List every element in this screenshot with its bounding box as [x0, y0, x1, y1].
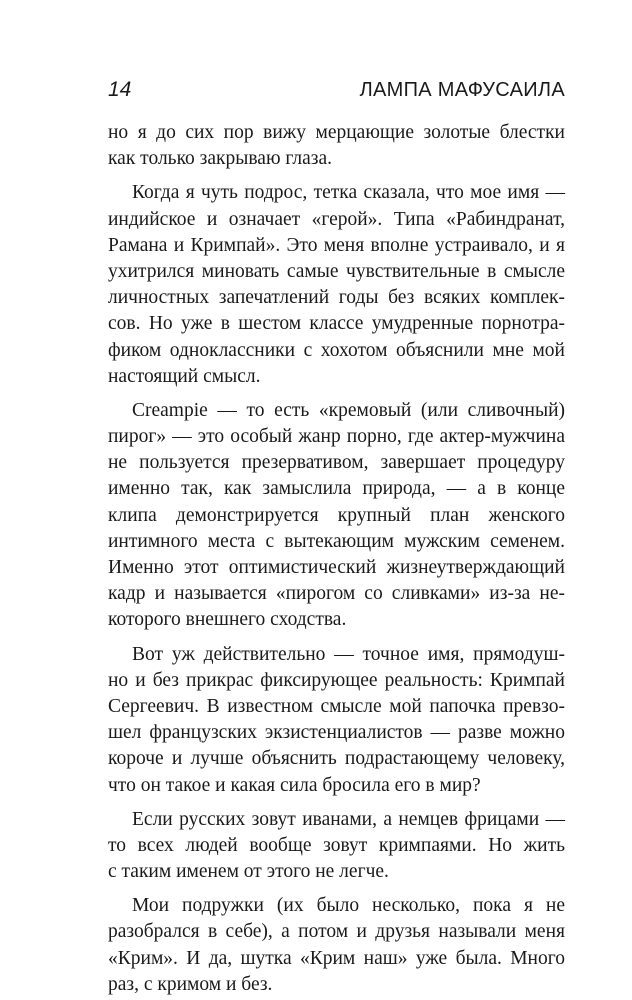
text-line: Мои подружки (их было несколько, пока я не [132, 895, 565, 917]
text-line: но и без прикрас фиксирующее реальность: Кримпай [108, 669, 565, 691]
paragraph [108, 807, 565, 886]
text-line: разобрался в себе), а потом и друзья называли меня [108, 921, 565, 943]
text-line: раз, с кримом и без. [108, 973, 273, 995]
text-line: но я до сих пор вижу мерцающие золотые блестки [108, 122, 565, 143]
text-line: короче и лучше объяснить подрастающему человеку, [108, 748, 565, 770]
text-line: что он такое и какая сила бросила его в мир? [108, 774, 481, 796]
paragraph [108, 642, 565, 799]
text-line: Именно этот оптимистический жизнеутверждающий [108, 557, 565, 578]
text-line: настоящий смысл. [108, 365, 261, 387]
paragraph [108, 180, 565, 390]
text-line: Рамана и Кримпай». Это меня вполне устраивало, и я [108, 234, 565, 256]
text-line: не пользуется презервативом, завершает процедуру [108, 452, 565, 474]
text-line: Creampie — то есть «кремовый (или сливочный) [132, 399, 565, 421]
page-number: 14 [108, 78, 132, 101]
text-line: Когда я чуть подрос, тетка сказала, что мое имя — [132, 182, 565, 204]
text-line: личностных запечатлений годы без всяких комплек- [108, 287, 565, 309]
paragraph [108, 893, 565, 998]
running-header [108, 76, 565, 104]
text-line: фиком одноклассники с хохотом объяснили мне мой [108, 339, 565, 361]
text-line: то всех людей вообще зовут кримпаями. Но жить [108, 834, 565, 856]
paragraph [108, 398, 565, 634]
text-line: Вот уж действительно — точное имя, прямодуш- [132, 643, 565, 665]
text-line: интимного места с вытекающим мужским семенем. [108, 530, 565, 552]
text-line: которого внешнего сходства. [108, 609, 347, 631]
paragraph [108, 120, 565, 172]
text-line: именно так, как замыслила природа, — а в конце [108, 478, 565, 500]
text-line: Сергеевич. В известном смысле мой папочка превзо- [108, 695, 565, 717]
text-line: «Крим». И да, шутка «Крим наш» уже была. Много [108, 947, 565, 969]
text-line: шел французских экзистенциалистов — разве можно [108, 722, 565, 744]
text-line: ухитрился миновать самые чувствительные в смысле [108, 260, 565, 282]
text-line: Если русских зовут иванами, а немцев фрицами — [132, 808, 565, 830]
text-line: пирог» — это особый жанр порно, где актер-мужчина [108, 426, 565, 448]
running-head-title: ЛАМПА МАФУСАИЛА [359, 79, 565, 101]
text-line: индийское и означает «герой». Типа «Рабиндранат, [108, 208, 565, 230]
text-line: с таким именем от этого не легче. [108, 861, 389, 883]
text-line: клипа демонстрируется крупный план женского [108, 504, 565, 526]
page-body [108, 120, 565, 998]
text-line: сов. Но уже в шестом классе умудренные порнотра- [108, 313, 565, 335]
text-line: кадр и называется «пирогом со сливками» из-за не- [108, 583, 565, 605]
text-line: как только закрываю глаза. [108, 148, 333, 170]
